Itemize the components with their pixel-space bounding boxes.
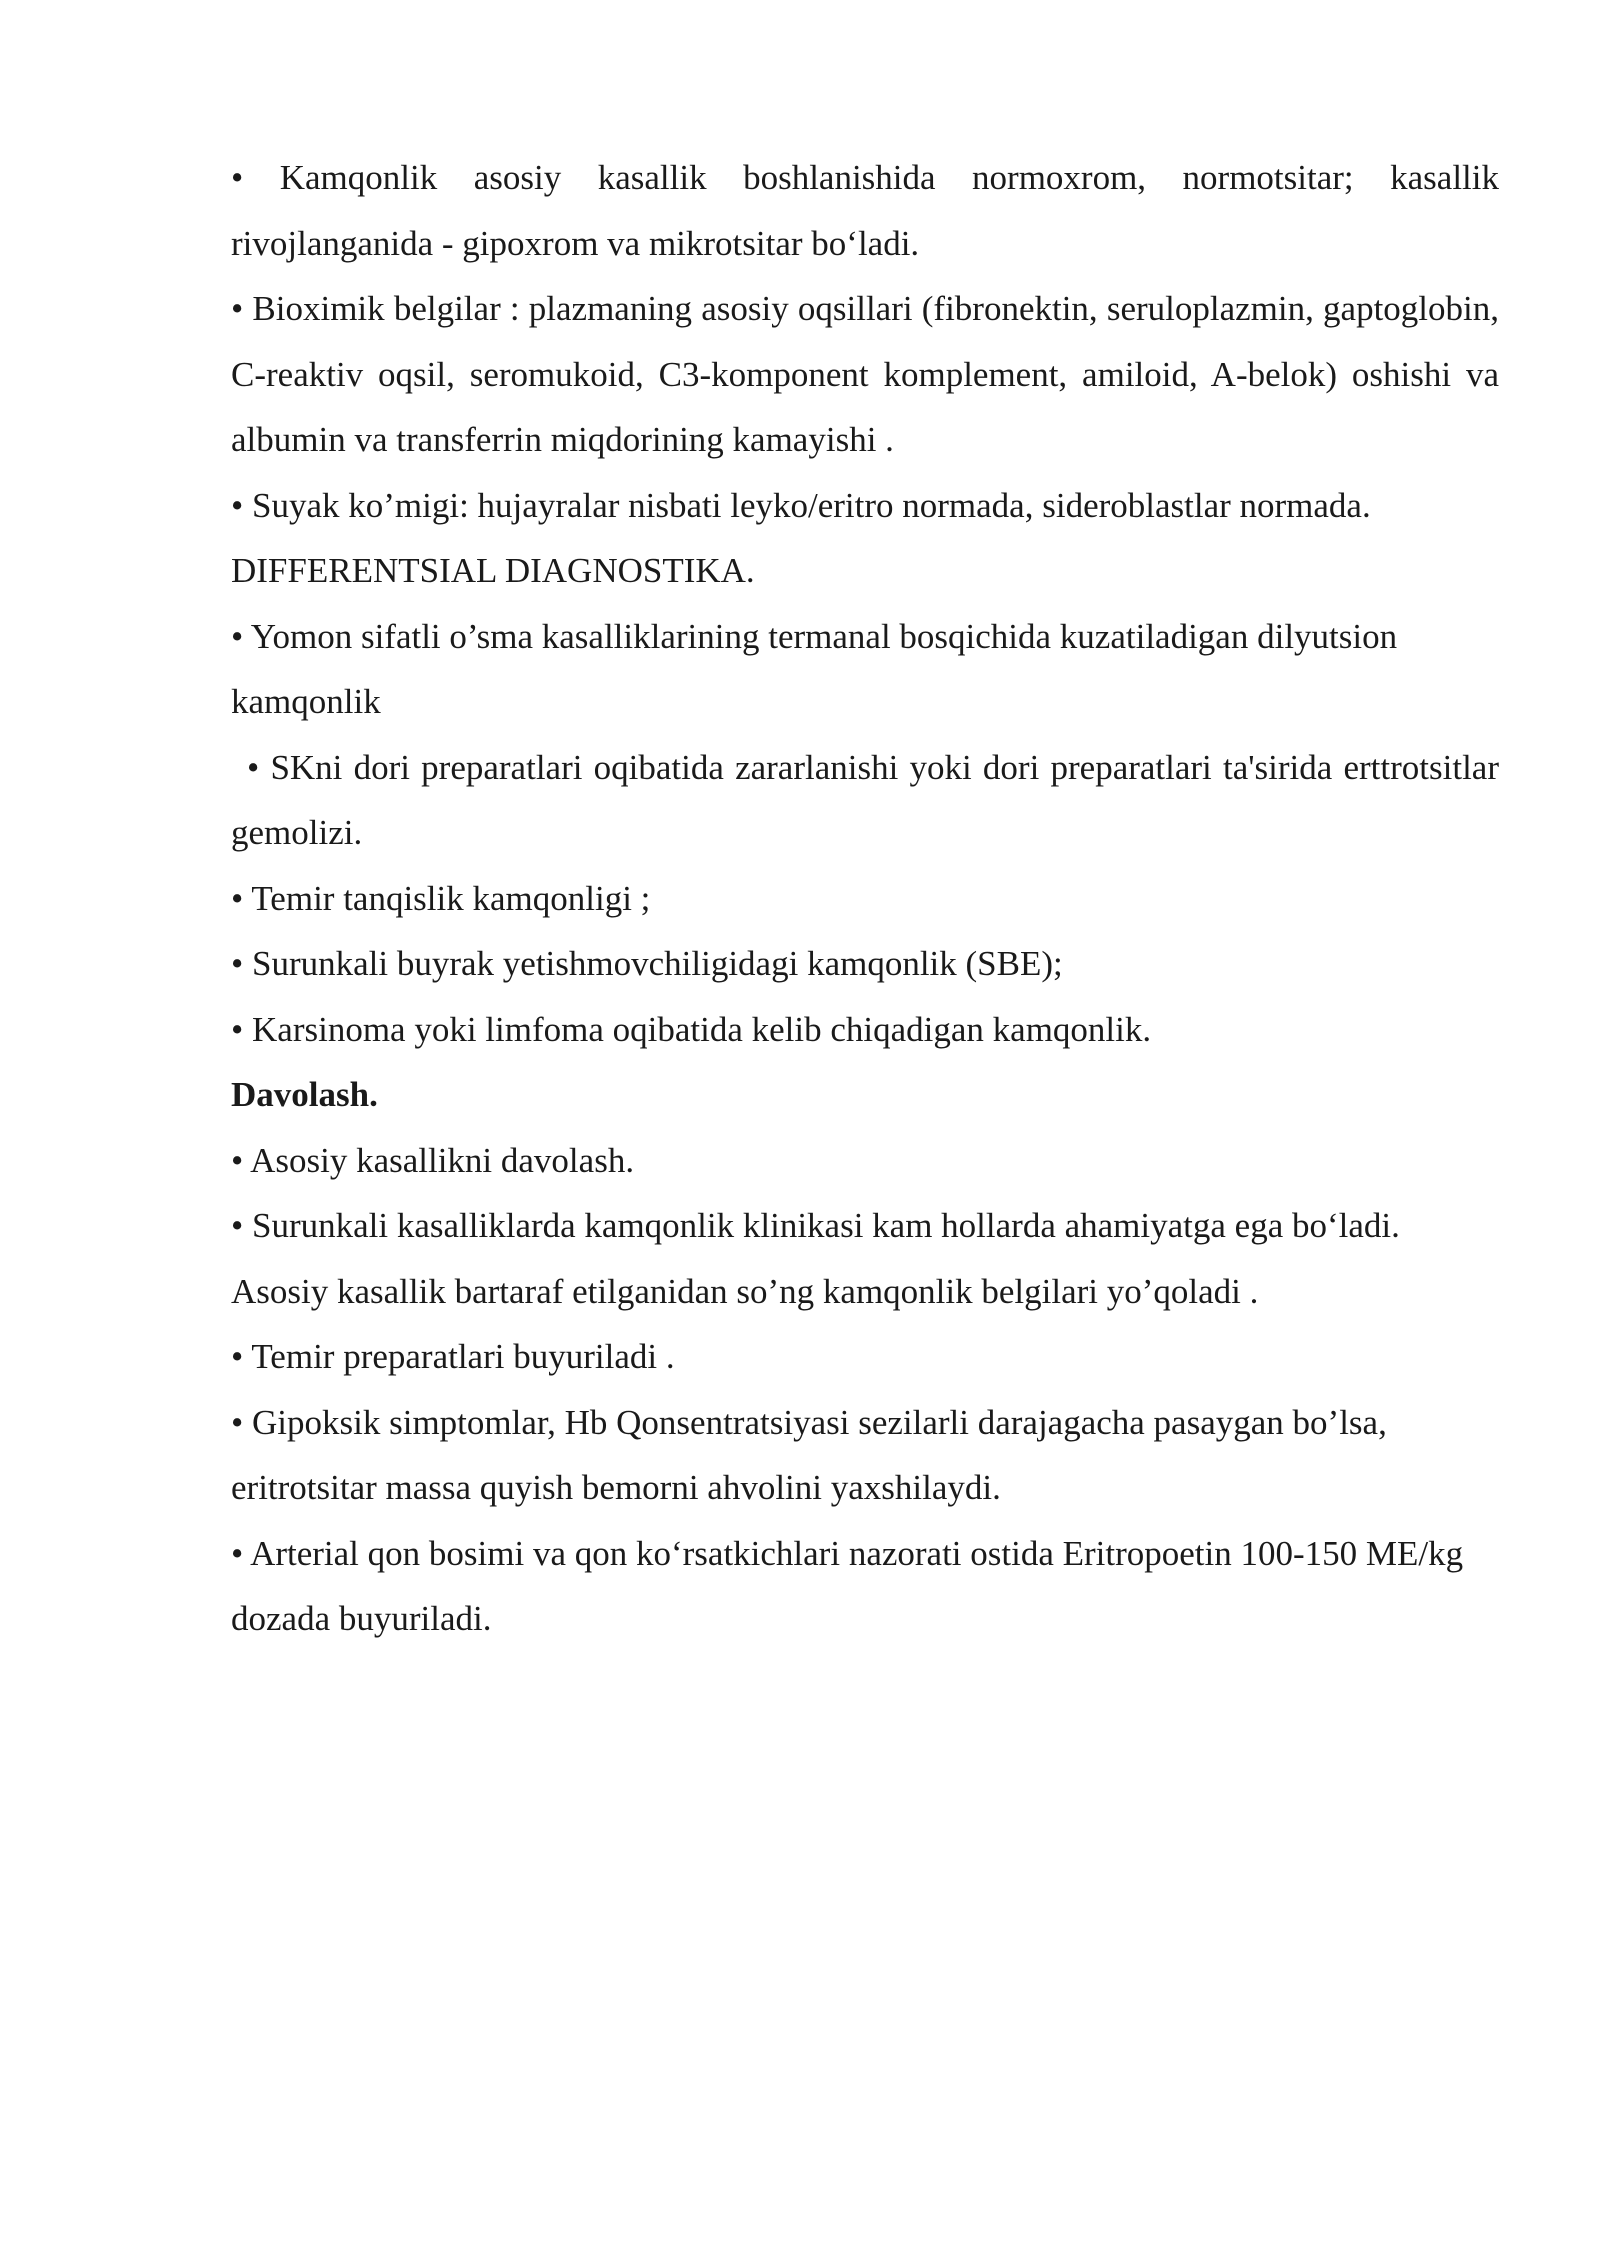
paragraph-iron-deficiency: • Temir tanqislik kamqonligi ; <box>231 878 651 918</box>
paragraph-renal-failure: • Surunkali buyrak yetishmovchiligidagi kamqonlik (SBE); <box>231 944 1063 983</box>
paragraph-biochemical-signs: • Bioximik belgilar : plazmaning asosiy oqsillari (fibronektin, seruloplazmin, gaptoglobin, C-reaktiv oqsil, seromukoid, C3-komponent komplement, amiloid, A-belok) oshishi va albumin va transferrin miqdorining kamayishi . <box>231 289 1499 459</box>
paragraph-dilution-anemia: • Yomon sifatli o’sma kasalliklarining termanal bosqichida kuzatiladigan dilyutsion kamqonlik <box>231 616 1398 721</box>
paragraph-carcinoma: • Karsinoma yoki limfoma oqibatida kelib chiqadigan kamqonlik. <box>231 1009 1152 1049</box>
section-heading-differential-diagnosis: DIFFERENTSIAL DIAGNOSTIKA. <box>231 551 755 590</box>
paragraph-iron-preparations: • Temir preparatlari buyuriladi . <box>231 1337 675 1376</box>
document-page <box>231 145 1499 1652</box>
section-heading-treatment: Davolash. <box>231 1075 378 1114</box>
paragraph-anemia-onset: • Kamqonlik asosiy kasallik boshlanishida normoxrom, normotsitar; kasallik rivojlanganida - gipoxrom va mikrotsitar bo‘ladi. <box>231 158 1499 263</box>
paragraph-erythropoietin: • Arterial qon bosimi va qon ko‘rsatkichlari nazorati ostida Eritropoetin 100-150 ME/kg dozada buyuriladi. <box>231 1533 1464 1638</box>
paragraph-treat-underlying: • Asosiy kasallikni davolash. <box>231 1140 635 1180</box>
paragraph-drug-hemolysis: • SKni dori preparatlari oqibatida zararlanishi yoki dori preparatlari ta'sirida erttrotsitlar gemolizi. <box>231 747 1499 852</box>
paragraph-bone-marrow: • Suyak ko’migi: hujayralar nisbati leyko/eritro normada, sideroblastlar normada. <box>231 485 1371 525</box>
paragraph-chronic-disease: • Surunkali kasalliklarda kamqonlik klinikasi kam hollarda ahamiyatga ega bo‘ladi. Asosiy kasallik bartaraf etilganidan so’ng kamqonlik belgilari yo’qoladi . <box>231 1206 1400 1311</box>
paragraph-hypoxic-symptoms: • Gipoksik simptomlar, Hb Qonsentratsiyasi sezilarli darajagacha pasaygan bo’lsa, eritrotsitar massa quyish bemorni ahvolini yaxshilaydi. <box>231 1402 1387 1507</box>
